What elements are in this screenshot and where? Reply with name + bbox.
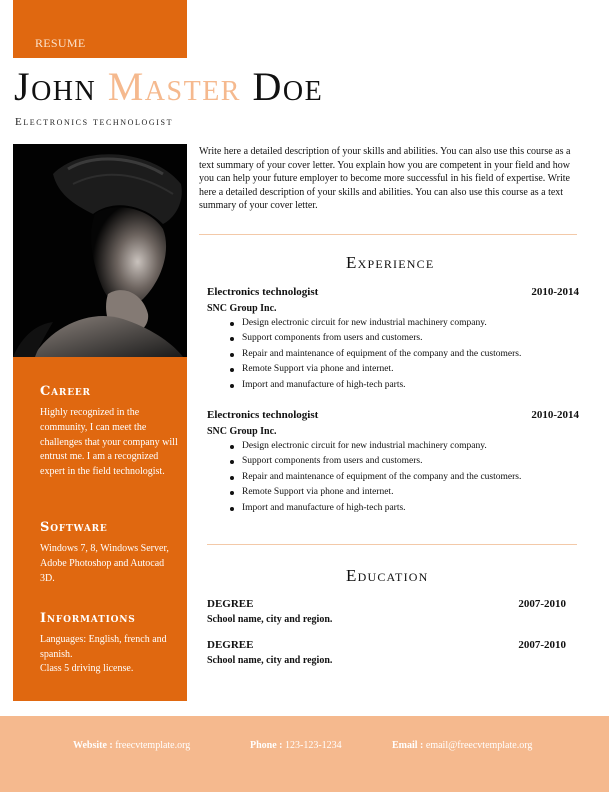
experience-entry: [207, 409, 579, 516]
website-label: Website :: [73, 740, 116, 751]
portrait-illustration: [13, 144, 187, 357]
list-item: Repair and maintenance of equipment of the company and the customers.: [230, 470, 579, 485]
list-item: Support components from users and customers.: [230, 454, 579, 469]
job-position: Electronics technologist: [207, 409, 319, 421]
job-years: 2010-2014: [531, 409, 579, 421]
phone-label: Phone :: [250, 740, 285, 751]
resume-tab-label: RESUME: [35, 36, 86, 50]
footer-email: [392, 740, 532, 751]
software-heading: Software: [40, 520, 108, 535]
school-name: School name, city and region.: [207, 655, 333, 666]
candidate-name: [14, 64, 323, 110]
profile-photo: [13, 144, 187, 357]
email-label: Email :: [392, 740, 426, 751]
list-item: Import and manufacture of high-tech parts.: [230, 378, 579, 393]
school-name: School name, city and region.: [207, 614, 333, 625]
email-link[interactable]: email@freecvtemplate.org: [425, 740, 533, 751]
job-title: Electronics technologist: [15, 116, 174, 128]
list-item: Remote Support via phone and internet.: [230, 362, 579, 377]
name-middle: Master: [107, 64, 241, 109]
informations-languages: Languages: English, french and spanish.: [40, 634, 167, 660]
job-duties: [230, 316, 579, 393]
informations-license: Class 5 driving license.: [40, 663, 134, 674]
experience-entry: [207, 286, 579, 393]
education-entry: [207, 639, 566, 669]
degree: DEGREE: [207, 598, 254, 610]
name-first: John: [14, 64, 108, 109]
footer-phone: [250, 740, 342, 751]
degree: DEGREE: [207, 639, 254, 651]
sidebar: [13, 357, 187, 701]
career-heading: Career: [40, 384, 91, 399]
divider: [207, 544, 577, 545]
list-item: Support components from users and customers.: [230, 331, 579, 346]
job-position: Electronics technologist: [207, 286, 319, 298]
degree-years: 2007-2010: [518, 639, 566, 651]
education-heading: Education: [346, 566, 429, 585]
footer: [0, 716, 609, 792]
list-item: Repair and maintenance of equipment of the company and the customers.: [230, 347, 579, 362]
list-item: Design electronic circuit for new industrial machinery company.: [230, 439, 579, 454]
resume-tab: [13, 0, 187, 58]
website-link[interactable]: freecvtemplate.org: [115, 740, 191, 751]
career-text: Highly recognized in the community, I can meet the challenges that your company will entrust me. I am a recognized expert in the field technologist.: [40, 407, 178, 478]
list-item: Import and manufacture of high-tech parts.: [230, 501, 579, 516]
divider: [199, 234, 577, 235]
phone-number: 123-123-1234: [285, 740, 342, 751]
job-duties: [230, 439, 579, 516]
name-last: Doe: [240, 64, 324, 109]
list-item: Design electronic circuit for new industrial machinery company.: [230, 316, 579, 331]
footer-website: [73, 740, 190, 751]
list-item: Remote Support via phone and internet.: [230, 485, 579, 500]
informations-heading: Informations: [40, 611, 136, 626]
degree-years: 2007-2010: [518, 598, 566, 610]
education-entry: [207, 598, 566, 628]
job-company: SNC Group Inc.: [207, 426, 277, 437]
experience-heading: Experience: [346, 253, 435, 272]
job-company: SNC Group Inc.: [207, 303, 277, 314]
job-years: 2010-2014: [531, 286, 579, 298]
profile-summary: Write here a detailed description of your skills and abilities. You can also use this course as a text summary of your cover letter. You explain how you are competent in your field and how you can help your future employer to become more successful in his field of expertise. Write here a detailed description of your skills and abilities. You can also use this course as a text summary of your cover letter.: [199, 146, 571, 212]
software-text: Windows 7, 8, Windows Server, Adobe Photoshop and Autocad 3D.: [40, 543, 169, 584]
